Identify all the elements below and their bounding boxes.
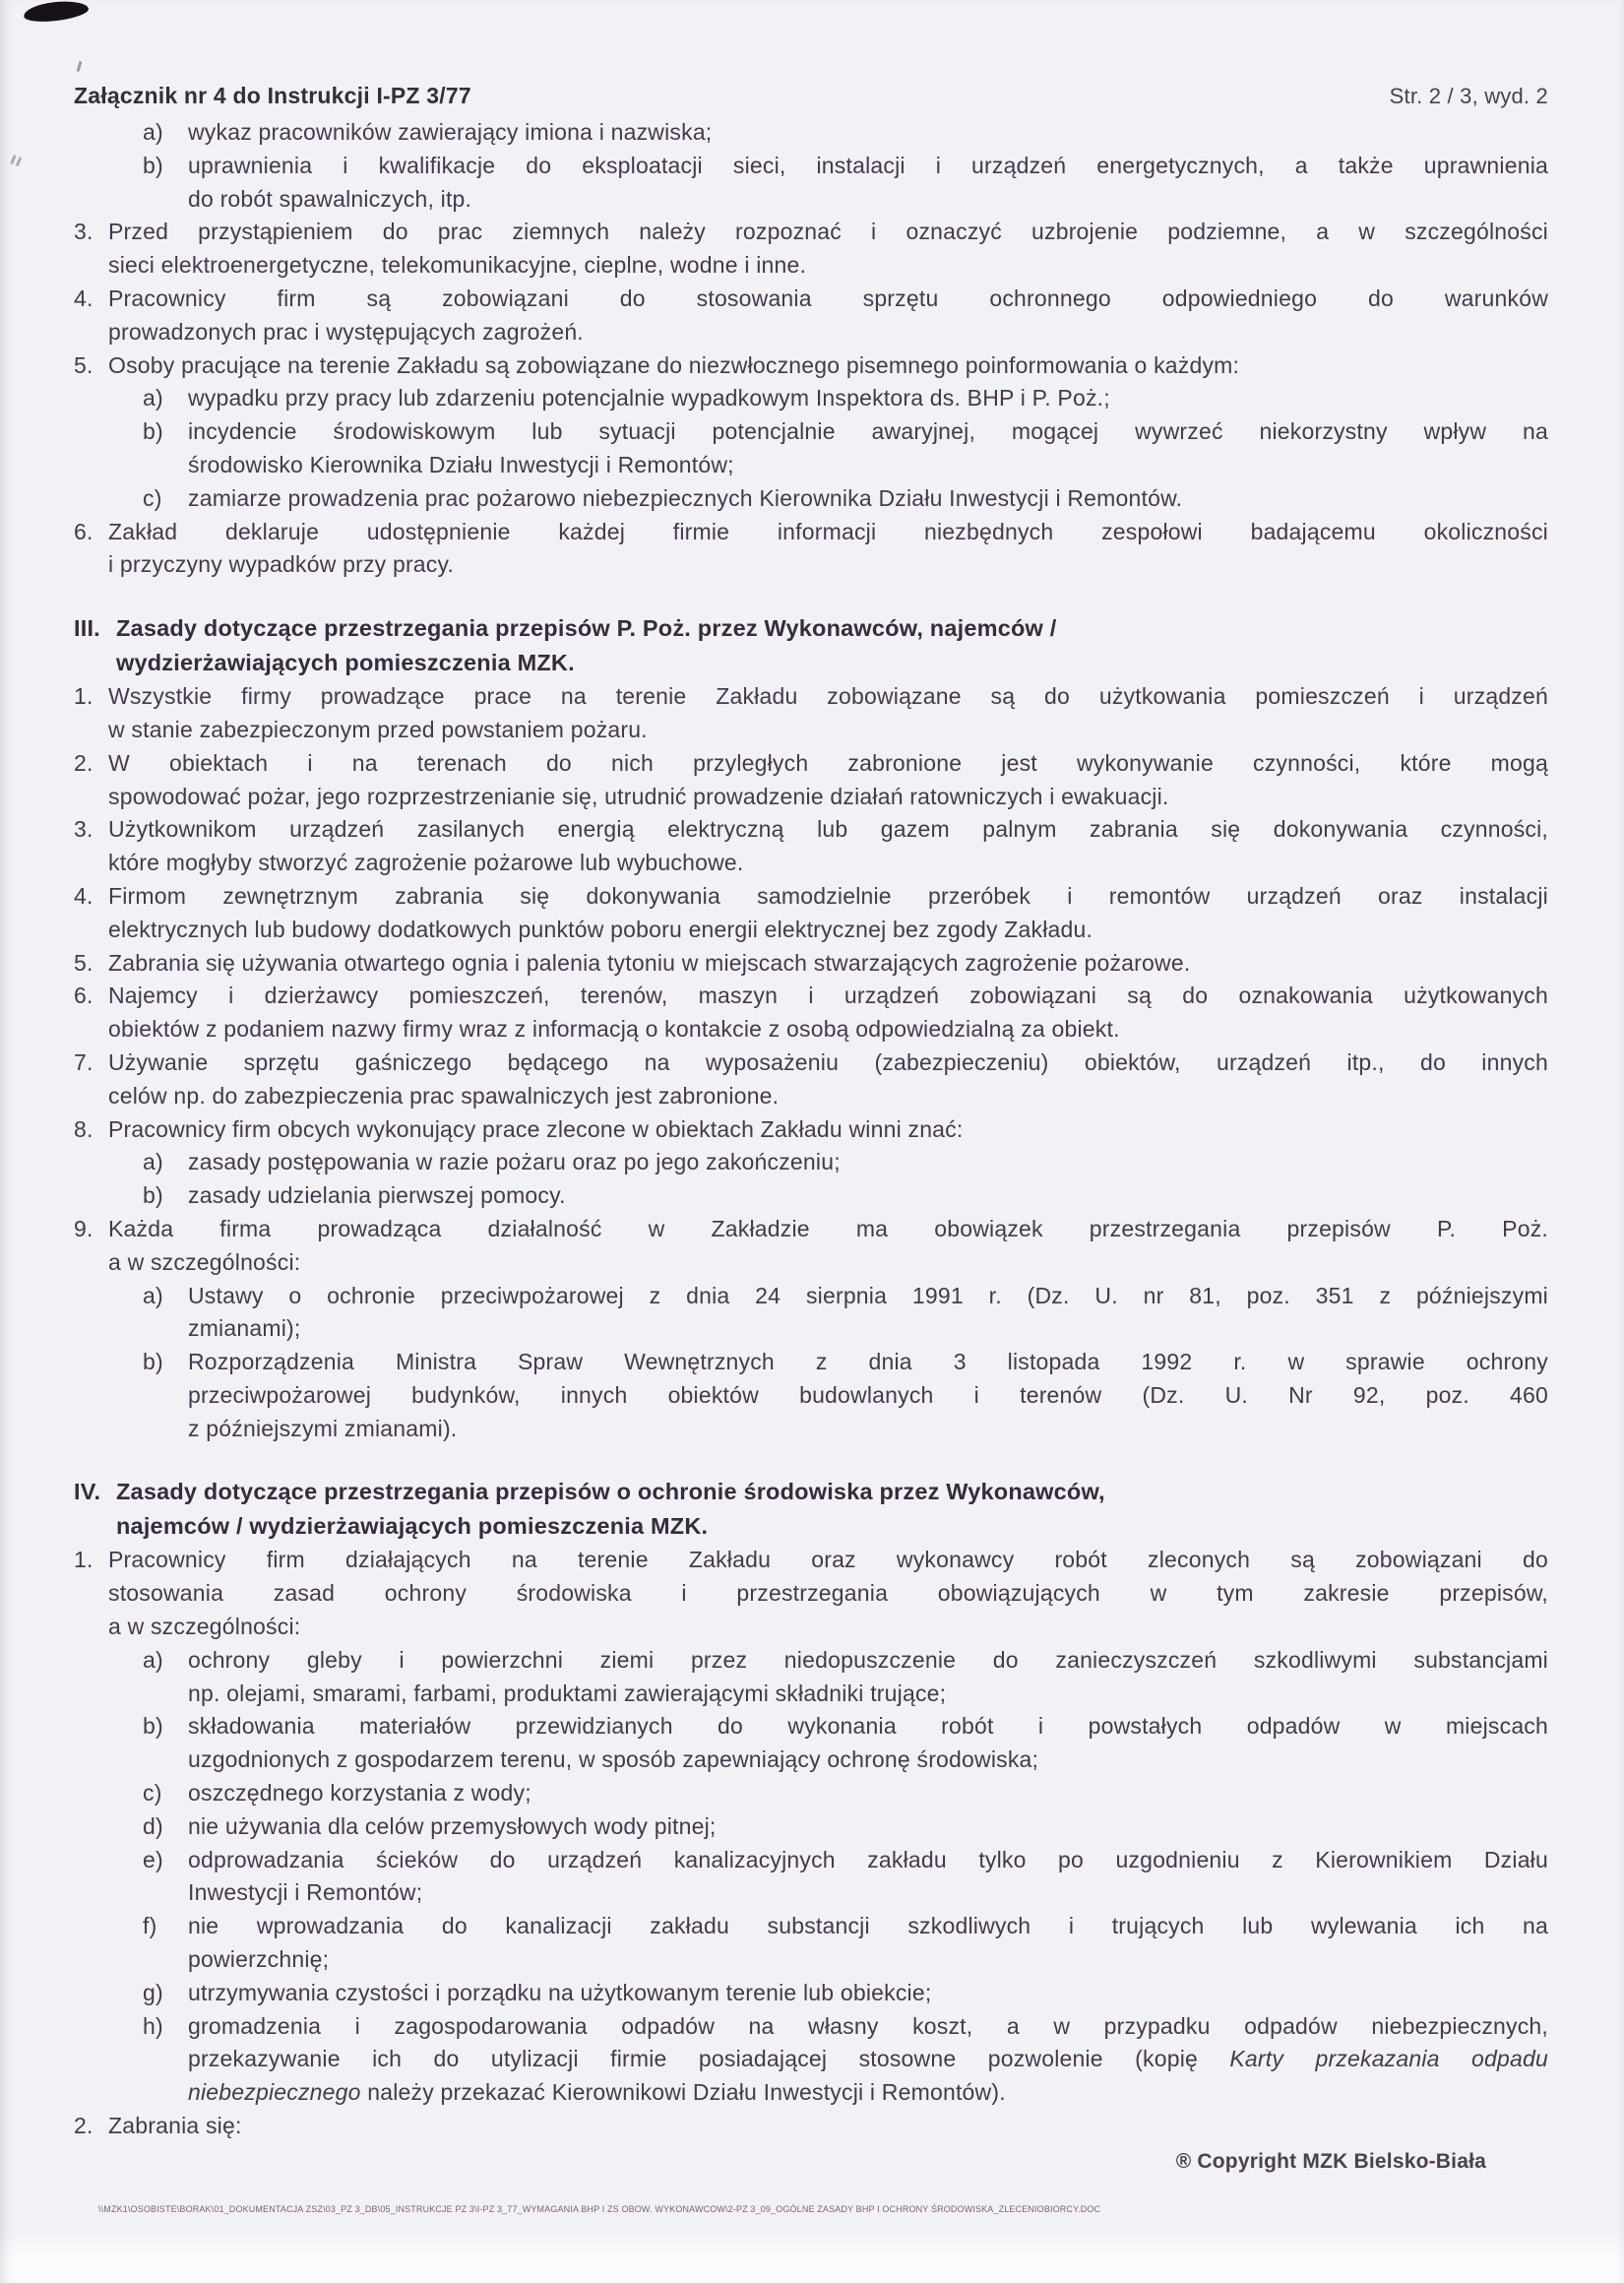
item-label: 4. <box>74 882 94 909</box>
text-line: W obiektach i na terenach do nich przyległych zabronione jest wykonywanie czynności, które mogą <box>108 749 1548 776</box>
text-line: w stanie zabezpieczonym przed powstaniem pożaru. <box>108 716 648 742</box>
text-line: niebezpiecznego należy przekazać Kierownikowi Działu Inwestycji i Remontów). <box>188 2079 1006 2106</box>
list-item <box>74 216 1548 283</box>
sub-list-item <box>143 150 1548 217</box>
item-label: e) <box>143 1846 163 1872</box>
text-line: Każda firma prowadząca działalność w Zakładzie ma obowiązek przestrzegania przepisów P. Poż. <box>108 1215 1548 1241</box>
item-label: f) <box>143 1913 157 1939</box>
footer-file-path: \\MZK1\OSOBISTE\BORAK\01_DOKUMENTACJA ZSZ\03_PZ 3_DB\05_INSTRUKCJE PZ 3\I-PZ 3_77_WYMAGANIA BHP I ZS OBOW. WYKONAWCOW\2-PZ 3_09_OGÓLNE ZASADY BHP I OCHRONY ŚRODOWISKA_ZLECENIOBIORCY.DOC <box>98 2204 1101 2214</box>
text-line: Firmom zewnętrznym zabrania się dokonywania samodzielnie przeróbek i remontów urządzeń oraz instalacji <box>108 882 1548 909</box>
item-label: c) <box>143 1780 162 1807</box>
text-line: przekazywanie ich do utylizacji firmie posiadającej stosowne pozwolenie (kopię Karty przekazania odpadu <box>188 2046 1548 2072</box>
text-line: składowania materiałów przewidzianych do wykonania robót i powstałych odpadów w miejscach <box>188 1713 1548 1740</box>
item-label: b) <box>143 418 163 445</box>
list-item <box>74 980 1548 1046</box>
sub-list-item <box>143 116 1548 150</box>
item-label: a) <box>143 1282 163 1308</box>
text-line: uzgodnionych z gospodarzem terenu, w sposób zapewniający ochronę środowiska; <box>188 1746 1039 1773</box>
text-line: środowisko Kierownika Działu Inwestycji i Remontów; <box>188 451 734 477</box>
list-item <box>74 283 1548 349</box>
text-line: Zabrania się używania otwartego ognia i palenia tytoniu w miejscach stwarzających zagrożenie pożarowe. <box>108 949 1191 976</box>
list-item <box>74 1113 1548 1147</box>
list-item <box>74 880 1548 947</box>
text-line: Pracownicy firm są zobowiązani do stosowania sprzętu ochronnego odpowiedniego do warunków <box>108 285 1548 311</box>
item-label: c) <box>143 484 162 511</box>
text-line: incydencie środowiskowym lub sytuacji potencjalnie awaryjnej, mogącej wywrzeć niekorzystny wpływ na <box>188 418 1548 445</box>
sub-list-item <box>143 1844 1548 1911</box>
sub-list-item <box>143 382 1548 415</box>
text-line: Pracownicy firm działających na terenie Zakładu oraz wykonawcy robót zleconych są zobowiązani do <box>108 1547 1548 1573</box>
item-label: 6. <box>74 518 94 544</box>
text-line: obiektów z podaniem nazwy firmy wraz z informacją o kontakcie z osobą odpowiedzialną za obiekt. <box>108 1016 1120 1043</box>
list-item <box>74 947 1548 981</box>
item-label: 3. <box>74 219 94 245</box>
text-line: Najemcy i dzierżawcy pomieszczeń, terenów, maszyn i urządzeń zobowiązani są do oznakowania użytkowanych <box>108 983 1548 1009</box>
item-label: 9. <box>74 1215 94 1241</box>
text-line: Zabrania się: <box>108 2113 242 2139</box>
text-line: Zasady dotyczące przestrzegania przepisów o ochronie środowiska przez Wykonawców, <box>116 1479 1105 1505</box>
text-line: Inwestycji i Remontów; <box>188 1879 423 1906</box>
text-line: z późniejszymi zmianami). <box>188 1415 458 1441</box>
text-line: i przyczyny wypadków przy pracy. <box>108 551 455 578</box>
section-heading <box>74 611 1548 680</box>
item-label: 8. <box>74 1115 94 1142</box>
text-line: Pracownicy firm obcych wykonujący prace zlecone w obiektach Zakładu winni znać: <box>108 1115 964 1142</box>
list-item <box>74 747 1548 814</box>
text-line: stosowania zasad ochrony środowiska i przestrzegania obowiązujących w tym zakresie przepisów, <box>108 1580 1548 1607</box>
text-line: wykaz pracowników zawierający imiona i nazwiska; <box>188 119 713 145</box>
scan-bottom-edge <box>0 2231 1624 2283</box>
scan-smudge-artifact <box>23 0 90 24</box>
text-line: a w szczególności: <box>108 1248 301 1275</box>
list-item <box>74 1544 1548 1643</box>
item-label: a) <box>143 1646 163 1673</box>
text-line: Użytkownikom urządzeń zasilanych energią elektryczną lub gazem palnym zabrania się dokonywania czynności, <box>108 816 1548 843</box>
text-line: Wszystkie firmy prowadzące prace na terenie Zakładu zobowiązane są do użytkowania pomieszczeń i urządzeń <box>108 683 1548 710</box>
text-line: oszczędnego korzystania z wody; <box>188 1780 531 1807</box>
item-label: IV. <box>74 1479 101 1505</box>
document-body <box>74 116 1548 2143</box>
sub-list-item <box>143 1146 1548 1179</box>
page-header <box>74 83 1548 109</box>
text-line: ochrony gleby i powierzchni ziemi przez niedopuszczenie do zanieczyszczeń szkodliwymi substancjami <box>188 1646 1548 1673</box>
item-label: a) <box>143 1149 163 1175</box>
text-line: które mogłyby stworzyć zagrożenie pożarowe lub wybuchowe. <box>108 850 744 876</box>
item-label: b) <box>143 1713 163 1740</box>
text-line: najemców / wydzierżawiających pomieszczenia MZK. <box>116 1513 709 1540</box>
sub-list-item <box>143 1977 1548 2010</box>
list-item <box>74 1046 1548 1113</box>
item-label: b) <box>143 152 163 178</box>
text-line: gromadzenia i zagospodarowania odpadów na własny koszt, a w przypadku odpadów niebezpiecznych, <box>188 2012 1548 2039</box>
copyright-notice: ® Copyright MZK Bielsko-Biała <box>1175 2150 1486 2173</box>
item-label: 2. <box>74 749 94 776</box>
sub-list-item <box>143 1710 1548 1777</box>
list-item <box>74 1213 1548 1280</box>
section-heading <box>74 1475 1548 1544</box>
item-label: 1. <box>74 683 94 710</box>
sub-list-item <box>143 482 1548 516</box>
text-line: Zakład deklaruje udostępnienie każdej firmie informacji niezbędnych zespołowi badającemu okoliczności <box>108 518 1548 544</box>
list-item <box>74 349 1548 383</box>
text-line: Zasady dotyczące przestrzegania przepisów P. Poż. przez Wykonawców, najemców / <box>116 615 1057 642</box>
item-label: 5. <box>74 949 94 976</box>
item-label: a) <box>143 119 163 145</box>
scan-tick-artifact <box>77 61 83 72</box>
sub-list-item <box>143 415 1548 482</box>
item-label: d) <box>143 1812 163 1839</box>
text-line: Przed przystąpieniem do prac ziemnych należy rozpoznać i oznaczyć uzbrojenie podziemne, a w szczególności <box>108 219 1548 245</box>
item-label: b) <box>143 1182 163 1209</box>
item-label: 2. <box>74 2113 94 2139</box>
text-line: spowodować pożar, jego rozprzestrzenianie się, utrudnić prowadzenie działań ratowniczych i ewakuacji. <box>108 783 1169 809</box>
text-line: elektrycznych lub budowy dodatkowych punktów poboru energii elektrycznej bez zgody Zakładu. <box>108 916 1093 942</box>
attachment-title: Załącznik nr 4 do Instrukcji I-PZ 3/77 <box>74 83 471 108</box>
text-line: do robót spawalniczych, itp. <box>188 185 472 212</box>
text-line: zasady udzielania pierwszej pomocy. <box>188 1182 566 1209</box>
sub-list-item <box>143 1346 1548 1445</box>
text-line: utrzymywania czystości i porządku na użytkowanym terenie lub obiekcie; <box>188 1979 932 2005</box>
text-line: Używanie sprzętu gaśniczego będącego na wyposażeniu (zabezpieczeniu) obiektów, urządzeń itp., do innych <box>108 1048 1548 1075</box>
text-line: uprawnienia i kwalifikacje do eksploatacji sieci, instalacji i urządzeń energetycznych, a także uprawnienia <box>188 152 1548 178</box>
item-label: 1. <box>74 1547 94 1573</box>
item-label: 6. <box>74 983 94 1009</box>
sub-list-item <box>143 1910 1548 1977</box>
sub-list-item <box>143 1810 1548 1844</box>
sub-list-item <box>143 1777 1548 1810</box>
text-line: zamiarze prowadzenia prac pożarowo niebezpiecznych Kierownika Działu Inwestycji i Remontów. <box>188 484 1183 511</box>
item-label: 7. <box>74 1048 94 1075</box>
text-line: sieci elektroenergetyczne, telekomunikacyjne, cieplne, wodne i inne. <box>108 252 807 279</box>
sub-list-item <box>143 1644 1548 1711</box>
text-line: celów np. do zabezpieczenia prac spawalniczych jest zabronione. <box>108 1082 780 1109</box>
sub-list-item <box>143 2010 1548 2110</box>
text-line: nie wprowadzania do kanalizacji zakładu substancji szkodliwych i trujących lub wylewania ich na <box>188 1913 1548 1939</box>
text-line: wypadku przy pracy lub zdarzeniu potencjalnie wypadkowym Inspektora ds. BHP i P. Poż.; <box>188 385 1110 412</box>
text-line: wydzierżawiających pomieszczenia MZK. <box>116 650 575 676</box>
item-label: 5. <box>74 351 94 378</box>
text-line: odprowadzania ścieków do urządzeń kanalizacyjnych zakładu tylko po uzgodnieniu z Kierownikiem Działu <box>188 1846 1548 1872</box>
item-label: h) <box>143 2012 163 2039</box>
list-item <box>74 2110 1548 2143</box>
text-line: np. olejami, smarami, farbami, produktami zawierającymi składniki trujące; <box>188 1680 947 1706</box>
text-line: Osoby pracujące na terenie Zakładu są zobowiązane do niezwłocznego pisemnego poinformowania o każdym: <box>108 351 1240 378</box>
item-label: g) <box>143 1979 163 2005</box>
item-label: 4. <box>74 285 94 311</box>
text-line: Rozporządzenia Ministra Spraw Wewnętrznych z dnia 3 listopada 1992 r. w sprawie ochrony <box>188 1349 1548 1375</box>
text-line: nie używania dla celów przemysłowych wody pitnej; <box>188 1812 717 1839</box>
list-item <box>74 680 1548 747</box>
list-item <box>74 516 1548 583</box>
item-label: b) <box>143 1349 163 1375</box>
item-label: 3. <box>74 816 94 843</box>
scan-tick-artifact <box>10 155 17 164</box>
text-line: powierzchnię; <box>188 1946 330 1973</box>
text-line: zmianami); <box>188 1315 301 1342</box>
sub-list-item <box>143 1179 1548 1213</box>
text-line: przeciwpożarowej budynków, innych obiektów budowlanych i terenów (Dz. U. Nr 92, poz. 460 <box>188 1381 1548 1408</box>
item-label: a) <box>143 385 163 412</box>
text-line: Ustawy o ochronie przeciwpożarowej z dnia 24 sierpnia 1991 r. (Dz. U. nr 81, poz. 351 z późniejszymi <box>188 1282 1548 1308</box>
text-line: prowadzonych prac i występujących zagrożeń. <box>108 318 584 345</box>
text-line: a w szczególności: <box>108 1614 301 1640</box>
list-item <box>74 813 1548 880</box>
text-line: zasady postępowania w razie pożaru oraz po jego zakończeniu; <box>188 1149 841 1175</box>
page-indicator: Str. 2 / 3, wyd. 2 <box>1389 84 1548 108</box>
sub-list-item <box>143 1280 1548 1347</box>
item-label: III. <box>74 615 100 642</box>
